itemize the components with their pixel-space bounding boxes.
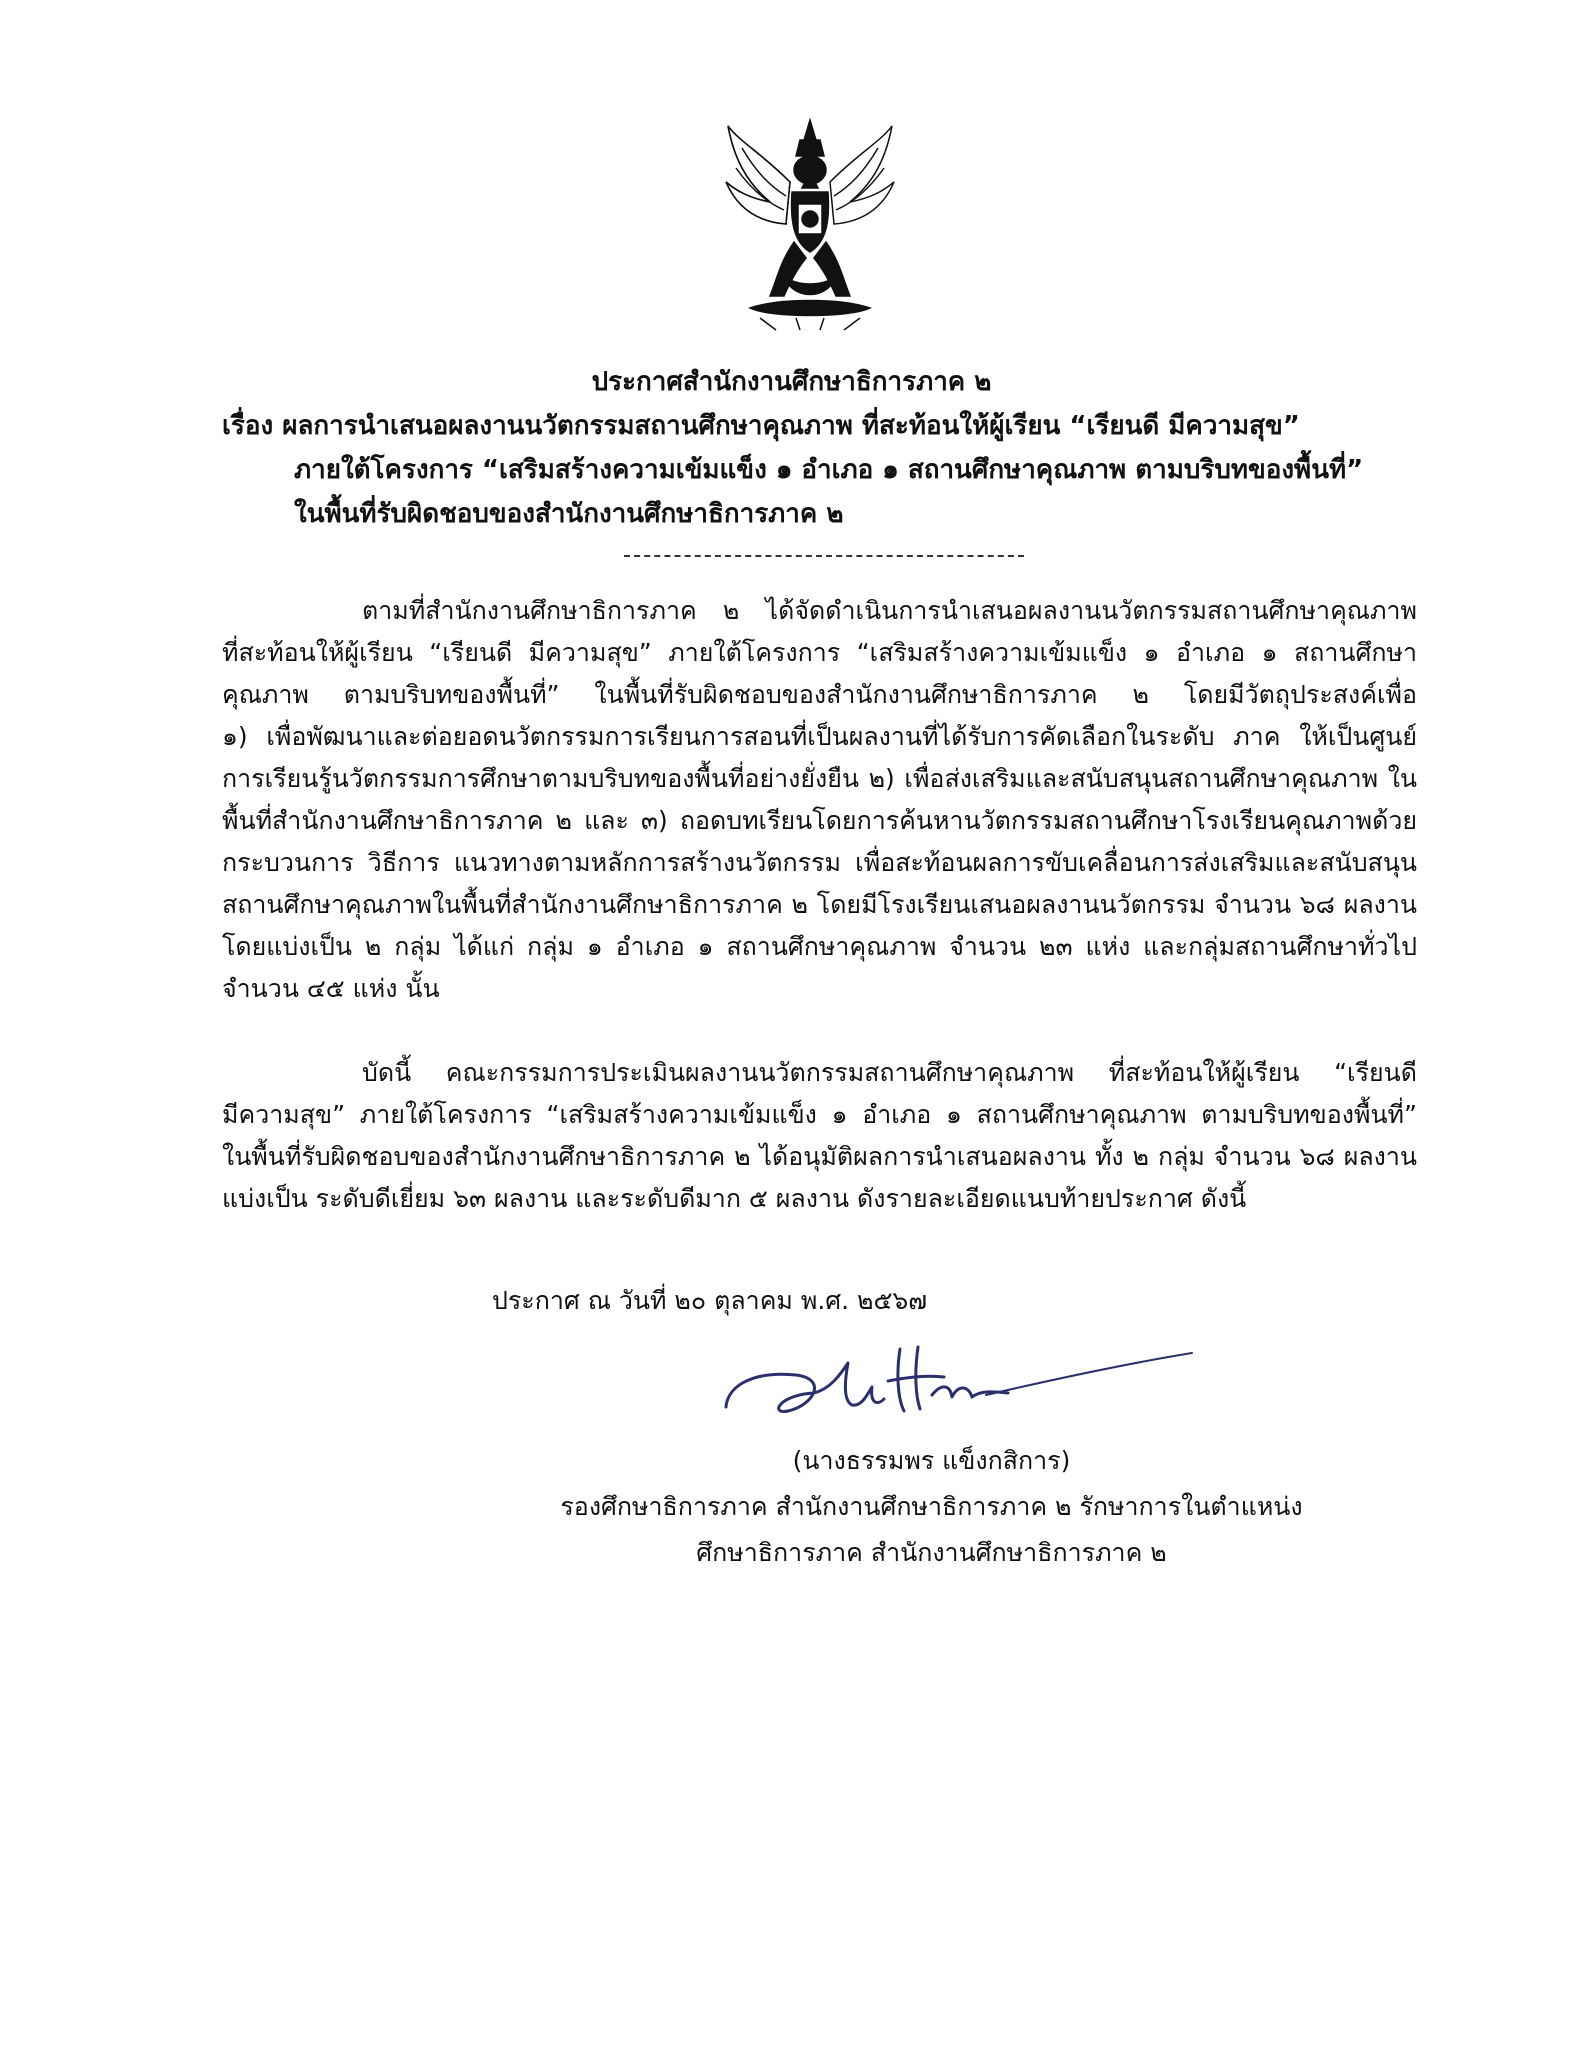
paragraph-line: โดยแบ่งเป็น ๒ กลุ่ม ได้แก่ กลุ่ม ๑ อำเภอ ๑ สถานศึกษาคุณภาพ จำนวน ๒๓ แห่ง และกลุ่มสถานศึกษาทั่วไป	[222, 932, 1417, 961]
handwritten-signature	[718, 1335, 1198, 1425]
subject-line-2: ภายใต้โครงการ “เสริมสร้างความเข้มแข็ง ๑ อำเภอ ๑ สถานศึกษาคุณภาพ ตามบริบทของพื้นที่”	[294, 455, 1364, 485]
paragraph-line: กระบวนการ วิธีการ แนวทางตามหลักการสร้างนวัตกรรม เพื่อสะท้อนผลการขับเคลื่อนการส่งเสริมและสนับสนุน	[222, 848, 1417, 877]
signatory-position-line-1: รองศึกษาธิการภาค สำนักงานศึกษาธิการภาค ๒ รักษาการในตำแหน่ง	[560, 1492, 1303, 1521]
signatory-position-line-2: ศึกษาธิการภาค สำนักงานศึกษาธิการภาค ๒	[696, 1538, 1167, 1567]
paragraph-line: คุณภาพ ตามบริบทของพื้นที่” ในพื้นที่รับผิดชอบของสำนักงานศึกษาธิการภาค ๒ โดยมีวัตถุประสงค์เพื่อ	[222, 680, 1417, 709]
signatory-name: (นางธรรมพร แข็งกสิการ)	[792, 1446, 1071, 1475]
paragraph-line: ตามที่สำนักงานศึกษาธิการภาค ๒ ได้จัดดำเนินการนำเสนอผลงานนวัตกรรมสถานศึกษาคุณภาพ	[362, 596, 1417, 625]
paragraph-line: การเรียนรู้นวัตกรรมการศึกษาตามบริบทของพื้นที่อย่างยั่งยืน ๒) เพื่อส่งเสริมและสนับสนุนสถานศึกษาคุณภาพ ใน	[222, 764, 1417, 793]
announcement-date: ประกาศ ณ วันที่ ๒๐ ตุลาคม พ.ศ. ๒๕๖๗	[492, 1286, 928, 1315]
paragraph-line: ในพื้นที่รับผิดชอบของสำนักงานศึกษาธิการภาค ๒ ได้อนุมัติผลการนำเสนอผลงาน ทั้ง ๒ กลุ่ม จำนวน ๖๘ ผลงาน	[222, 1142, 1417, 1171]
subject-line-1: เรื่อง ผลการนำเสนอผลงานนวัตกรรมสถานศึกษาคุณภาพ ที่สะท้อนให้ผู้เรียน “เรียนดี มีความสุข”	[222, 411, 1300, 441]
paragraph-line: จำนวน ๔๕ แห่ง นั้น	[222, 974, 440, 1003]
subject-line-3: ในพื้นที่รับผิดชอบของสำนักงานศึกษาธิการภาค ๒	[294, 499, 844, 529]
paragraph-line: มีความสุข” ภายใต้โครงการ “เสริมสร้างความเข้มแข็ง ๑ อำเภอ ๑ สถานศึกษาคุณภาพ ตามบริบทของพื้นที่”	[222, 1100, 1417, 1129]
header-divider	[624, 555, 1024, 557]
paragraph-line: พื้นที่สำนักงานศึกษาธิการภาค ๒ และ ๓) ถอดบทเรียนโดยการค้นหานวัตกรรมสถานศึกษาโรงเรียนคุณภาพด้วย	[222, 806, 1417, 835]
paragraph-line: ที่สะท้อนให้ผู้เรียน “เรียนดี มีความสุข” ภายใต้โครงการ “เสริมสร้างความเข้มแข็ง ๑ อำเภอ ๑ สถานศึกษา	[222, 638, 1417, 667]
paragraph-line: ๑) เพื่อพัฒนาและต่อยอดนวัตกรรมการเรียนการสอนที่เป็นผลงานที่ได้รับการคัดเลือกในระดับ ภาค ให้เป็นศูนย์	[222, 722, 1417, 751]
paragraph-line: สถานศึกษาคุณภาพในพื้นที่สำนักงานศึกษาธิการภาค ๒ โดยมีโรงเรียนเสนอผลงานนวัตกรรม จำนวน ๖๘ ผลงาน	[222, 890, 1417, 919]
paragraph-line: แบ่งเป็น ระดับดีเยี่ยม ๖๓ ผลงาน และระดับดีมาก ๕ ผลงาน ดังรายละเอียดแนบท้ายประกาศ ดังนี้	[222, 1184, 1247, 1213]
paragraph-line: บัดนี้ คณะกรรมการประเมินผลงานนวัตกรรมสถานศึกษาคุณภาพ ที่สะท้อนให้ผู้เรียน “เรียนดี	[362, 1058, 1417, 1087]
announcement-title: ประกาศสำนักงานศึกษาธิการภาค ๒	[591, 367, 992, 397]
garuda-emblem-icon	[720, 112, 900, 332]
